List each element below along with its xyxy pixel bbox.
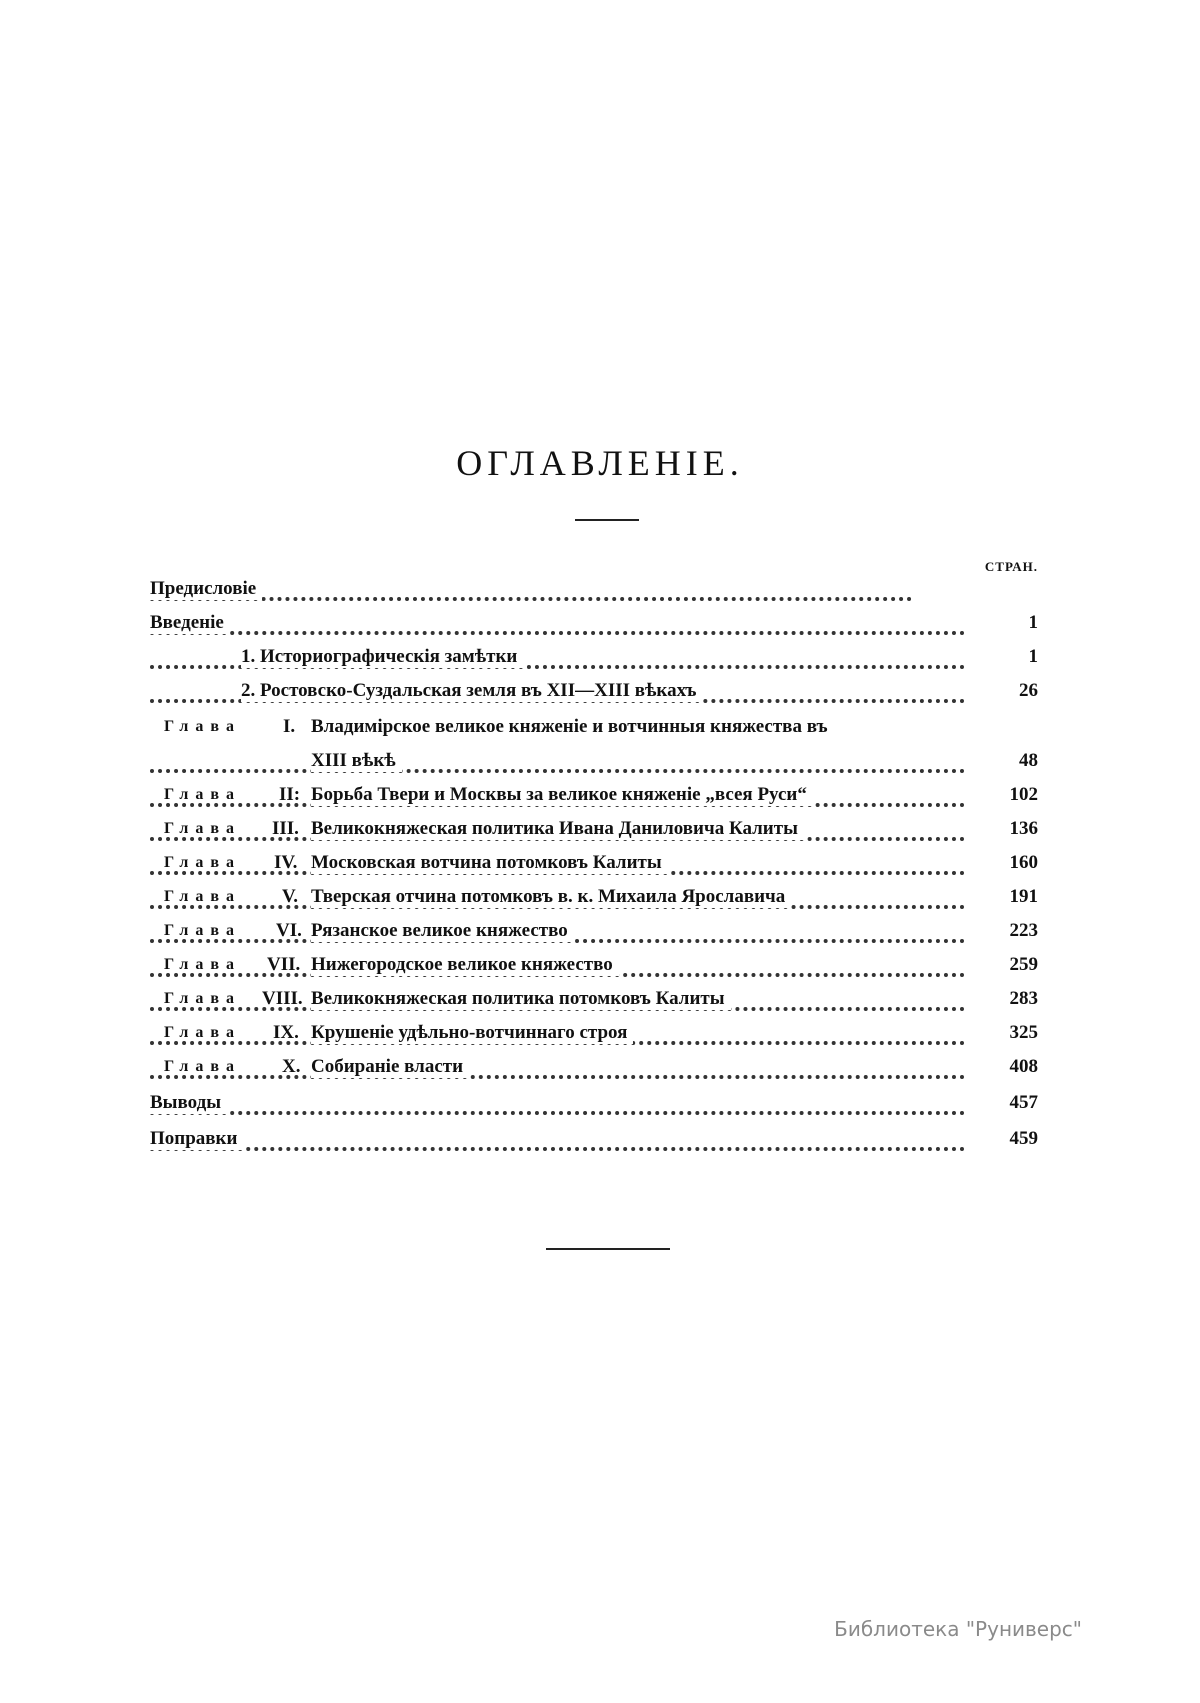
toc-entry-page: 457	[1004, 1092, 1039, 1114]
toc-entry-title: Великокняжеская политика Ивана Даниловича Калиты	[311, 818, 804, 840]
chapter-number: II:	[279, 784, 301, 805]
toc-entry-section-2	[0, 676, 1200, 710]
toc-entry-title: Владимірское великое княженіе и вотчинныя княжества въ	[311, 716, 828, 737]
toc-entry-page: 26	[1013, 680, 1038, 702]
chapter-label: Глава	[164, 854, 241, 871]
toc-entry-chapter-7	[0, 950, 1200, 984]
chapter-label: Глава	[164, 922, 241, 939]
toc-entry-title: Великокняжеская политика потомковъ Калиты	[311, 988, 731, 1010]
dot-leader	[150, 1147, 965, 1151]
toc-entry-title-continued: XIII вѣкѣ	[311, 750, 402, 772]
dot-leader	[150, 631, 965, 635]
toc-entry-chapter-5	[0, 882, 1200, 916]
toc-entry-chapter-9	[0, 1018, 1200, 1052]
toc-entry-page: 223	[1004, 920, 1039, 942]
toc-entry-title: Предисловіе	[150, 578, 262, 600]
toc-entry-title: Борьба Твери и Москвы за великое княженіе „всея Руси“	[311, 784, 813, 806]
toc-entry-title: Выводы	[150, 1092, 227, 1114]
toc-entry-page: 48	[1013, 750, 1038, 772]
dot-leader	[150, 769, 965, 773]
chapter-number: III.	[272, 818, 299, 839]
page-title: ОГЛАВЛЕНІЕ.	[456, 443, 744, 483]
toc-entry-page: 283	[1004, 988, 1039, 1010]
chapter-number: VIII.	[262, 988, 303, 1009]
toc-entry-introduction	[0, 608, 1200, 642]
chapter-label: Глава	[164, 1058, 241, 1075]
chapter-label: Глава	[164, 786, 241, 803]
dot-leader	[150, 597, 912, 601]
chapter-label: Глава	[164, 1024, 241, 1041]
toc-entry-page: 191	[1004, 886, 1039, 908]
toc-entry-page: 259	[1004, 954, 1039, 976]
chapter-number: VII.	[267, 954, 301, 975]
page-column-header: СТРАН.	[984, 559, 1038, 574]
toc-entry-preface	[0, 574, 1200, 608]
chapter-number: X.	[282, 1056, 301, 1077]
toc-entry-page: 102	[1004, 784, 1039, 806]
chapter-number: V.	[282, 886, 299, 907]
toc-entry-title: Нижегородское великое княжество	[311, 954, 619, 976]
toc-entry-title: Введеніе	[150, 612, 230, 634]
dot-leader	[150, 1075, 965, 1079]
toc-entry-title: Московская вотчина потомковъ Калиты	[311, 852, 668, 874]
chapter-number: IX.	[273, 1022, 299, 1043]
toc-entry-page: 1	[1023, 646, 1039, 668]
toc-entry-page: 160	[1004, 852, 1039, 874]
toc-entry-title: Тверская отчина потомковъ в. к. Михаила Ярославича	[311, 886, 791, 908]
toc-entry-section-1	[0, 642, 1200, 676]
chapter-number: IV.	[274, 852, 298, 873]
toc-entry-title: Собираніе власти	[311, 1056, 469, 1078]
toc-entry-title: Крушеніе удѣльно-вотчиннаго строя	[311, 1022, 633, 1044]
toc-entry-chapter-1	[0, 712, 1200, 782]
toc-entry-page: 408	[1004, 1056, 1039, 1078]
chapter-label: Глава	[164, 888, 241, 905]
toc-entry-chapter-10	[0, 1052, 1200, 1086]
chapter-label: Глава	[164, 718, 241, 735]
toc-entry-page: 136	[1004, 818, 1039, 840]
toc-entry-chapter-8	[0, 984, 1200, 1018]
toc-entry-chapter-3	[0, 814, 1200, 848]
chapter-label: Глава	[164, 956, 241, 973]
toc-entry-conclusions	[0, 1088, 1200, 1122]
toc-entry-corrections	[0, 1124, 1200, 1158]
chapter-number: I.	[283, 716, 296, 737]
toc-entry-title: 1. Историографическія замѣтки	[241, 646, 523, 668]
toc-entry-chapter-4	[0, 848, 1200, 882]
toc-entry-page: 1	[1023, 612, 1039, 634]
toc-entry-title: Поправки	[150, 1128, 243, 1150]
toc-entry-chapter-6	[0, 916, 1200, 950]
library-watermark: Библиотека "Руниверс"	[834, 1617, 1082, 1641]
toc-entry-page: 459	[1004, 1128, 1039, 1150]
bottom-divider	[546, 1248, 670, 1250]
toc-entry-title: Рязанское великое княжество	[311, 920, 574, 942]
chapter-number: VI.	[276, 920, 302, 941]
dot-leader	[150, 1111, 965, 1115]
title-divider	[575, 519, 639, 521]
toc-entry-title: 2. Ростовско-Суздальская земля въ XII—XIII вѣкахъ	[241, 680, 702, 702]
toc-entry-page: 325	[1004, 1022, 1039, 1044]
chapter-label: Глава	[164, 820, 241, 837]
toc-entry-chapter-2	[0, 780, 1200, 814]
chapter-label: Глава	[164, 990, 241, 1007]
